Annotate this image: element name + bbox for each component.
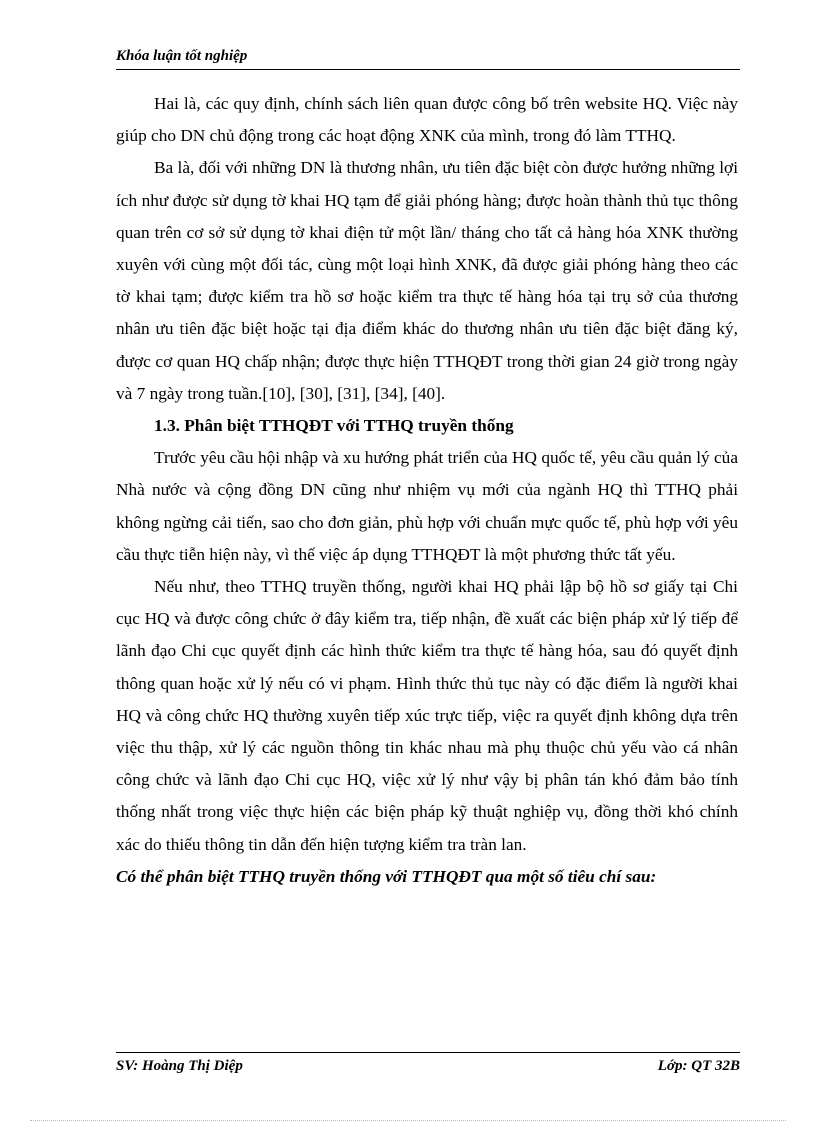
paragraph-3: Trước yêu cầu hội nhập và xu hướng phát triển của HQ quốc tế, yêu cầu quản lý của Nhà nước và cộng đồng DN cũng như nhiệm vụ mới của ngành HQ thì TTHQ phải không ngừng cải tiến, sao cho đơn giản, phù hợp với chuẩn mực quốc tế, phù hợp với yêu cầu thực tiễn hiện này, vì thế việc áp dụng TTHQĐT là một phương thức tất yếu. — [116, 448, 738, 564]
page-header: Khóa luận tốt nghiệp — [116, 48, 248, 64]
student-name: SV: Hoàng Thị Diệp — [116, 1058, 243, 1074]
section-heading: 1.3. Phân biệt TTHQĐT với TTHQ truyền thống — [154, 416, 514, 436]
document-body — [116, 88, 738, 893]
paragraph-2: Ba là, đối với những DN là thương nhân, ưu tiên đặc biệt còn được hưởng những lợi ích như được sử dụng tờ khai HQ tạm để giải phóng hàng; được hoàn thành thủ tục thông quan trên cơ sở sử dụng tờ khai điện tử một lần/ tháng cho tất cả hàng hóa XNK thường xuyên với cùng một đối tác, cùng một loại hình XNK, đã được giải phóng hàng theo các tờ khai tạm; được kiểm tra hồ sơ hoặc kiểm tra thực tế hàng hóa tại trụ sở của thương nhân ưu tiên đặc biệt hoặc tại địa điểm khác do thương nhân ưu tiên đặc biệt đăng ký, được cơ quan HQ chấp nhận; được thực hiện TTHQĐT trong thời gian 24 giờ trong ngày và 7 ngày trong tuần.[10], [30], [31], [34], [40]. — [116, 158, 738, 403]
page-footer — [116, 1058, 740, 1075]
paragraph-1: Hai là, các quy định, chính sách liên quan được công bố trên website HQ. Việc này giúp cho DN chủ động trong các hoạt động XNK của mình, trong đó làm TTHQ. — [116, 94, 738, 146]
page-boundary — [30, 1120, 786, 1121]
header-divider — [116, 69, 740, 70]
footer-divider — [116, 1052, 740, 1053]
paragraph-4: Nếu như, theo TTHQ truyền thống, người khai HQ phải lập bộ hồ sơ giấy tại Chi cục HQ và được công chức ở đây kiểm tra, tiếp nhận, đề xuất các biện pháp xử lý tiếp để lãnh đạo Chi cục quyết định các hình thức kiểm tra thực tế hàng hóa, sau đó quyết định thông quan hoặc xử lý nếu có vi phạm. Hình thức thủ tục này có đặc điểm là người khai HQ và công chức HQ thường xuyên tiếp xúc trực tiếp, việc ra quyết định không dựa trên việc thu thập, xử lý các nguồn thông tin khác nhau mà phụ thuộc chủ yếu vào cá nhân công chức và lãnh đạo Chi cục HQ, việc xử lý như vậy bị phân tán khó đảm bảo tính thống nhất trong việc thực hiện các biện pháp kỹ thuật nghiệp vụ, đồng thời khó chính xác do thiếu thông tin dẫn đến hiện tượng kiểm tra tràn lan. — [116, 577, 738, 854]
class-label: Lớp: QT 32B — [657, 1058, 740, 1074]
closing-sentence: Có thể phân biệt TTHQ truyền thống với TTHQĐT qua một số tiêu chí sau: — [116, 866, 657, 886]
